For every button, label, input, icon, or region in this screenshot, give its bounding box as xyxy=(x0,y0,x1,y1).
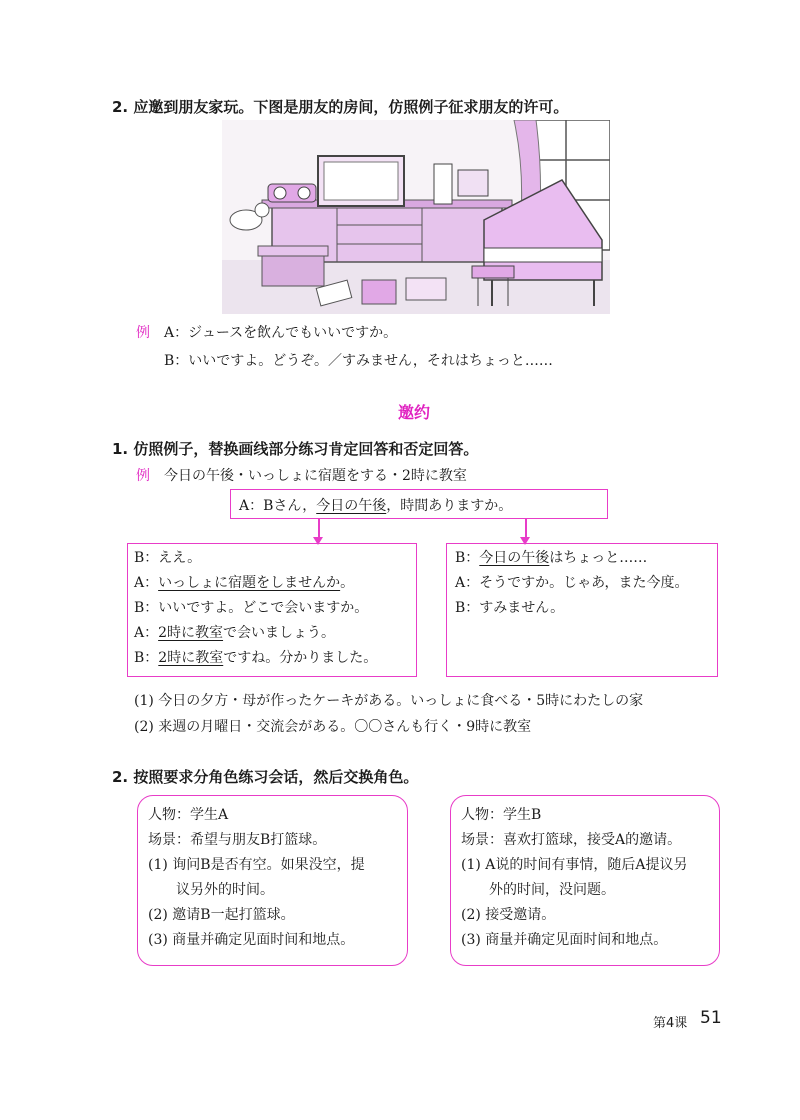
top-box-pre: A：Bさん， xyxy=(239,498,317,514)
dialogue-negative-box xyxy=(446,543,718,677)
positive-line-2-underlined: いっしょに宿題をしませんか xyxy=(158,575,341,591)
invite-exercise-1-heading: 1. 仿照例子，替换画线部分练习肯定回答和否定回答。 xyxy=(112,440,479,458)
negative-line-1 xyxy=(455,546,709,571)
room-illustration xyxy=(222,120,610,314)
arrow-left-line xyxy=(318,519,320,539)
invite-example-text: 今日の午後・いっしょに宿題をする・2時に教室 xyxy=(164,468,467,484)
role-a-line-2: 场景：希望与朋友B打篮球。 xyxy=(148,832,327,848)
positive-line-4-pre: A： xyxy=(134,625,159,641)
footer-page-number: 51 xyxy=(700,1008,722,1028)
top-box-underlined: 今日の午後 xyxy=(316,498,387,514)
positive-line-5-underlined: 2時に教室 xyxy=(158,650,224,666)
role-b-line-1: 人物：学生B xyxy=(461,807,542,823)
role-a-line-1: 人物：学生A xyxy=(148,807,229,823)
negative-line-2: A：そうですか。じゃあ，また今度。 xyxy=(455,575,689,591)
negative-line-3: B：すみません。 xyxy=(455,600,565,616)
negative-line-1-underlined: 今日の午後 xyxy=(479,550,550,566)
role-a-line-4: 议另外的时间。 xyxy=(148,882,274,898)
role-card-b xyxy=(450,795,720,966)
practice-item-1: (1) 今日の夕方・母が作ったケーキがある。いっしょに食べる・5時にわたしの家 xyxy=(134,693,644,709)
role-b-line-5: (2) 接受邀请。 xyxy=(461,907,556,923)
negative-line-1-post: はちょっと…… xyxy=(549,550,648,566)
invite-exercise-2-heading: 2. 按照要求分角色练习会话，然后交换角色。 xyxy=(112,768,419,786)
invite-example-label: 例 xyxy=(136,468,150,484)
top-box-post: ，時間ありますか。 xyxy=(386,498,513,514)
positive-line-4 xyxy=(134,621,410,646)
role-a-line-3: (1) 询问B是否有空。如果没空，提 xyxy=(148,857,365,873)
positive-line-2-post: 。 xyxy=(340,575,355,591)
example-line-b: B：いいですよ。どうぞ。／すみません，それはちょっと…… xyxy=(164,353,553,369)
positive-line-2 xyxy=(134,571,410,596)
example-label: 例 xyxy=(136,325,150,341)
role-a-line-6: (3) 商量并确定见面时间和地点。 xyxy=(148,932,355,948)
role-b-line-6: (3) 商量并确定见面时间和地点。 xyxy=(461,932,668,948)
dialogue-positive-box xyxy=(127,543,417,677)
exercise-2-heading: 2. 应邀到朋友家玩。下图是朋友的房间，仿照例子征求朋友的许可。 xyxy=(112,98,569,116)
footer-lesson: 第4课 xyxy=(653,1016,688,1031)
positive-line-4-underlined: 2時に教室 xyxy=(158,625,224,641)
positive-line-1: B：ええ。 xyxy=(134,550,202,566)
positive-line-5 xyxy=(134,646,410,671)
invite-section-title: 邀约 xyxy=(398,403,431,422)
role-card-a xyxy=(137,795,408,966)
positive-line-5-post: ですね。分かりました。 xyxy=(223,650,378,666)
dialogue-top-box xyxy=(230,489,608,519)
practice-item-2: (2) 来週の月曜日・交流会がある。〇〇さんも行く・9時に教室 xyxy=(134,719,532,735)
positive-line-3: B：いいですよ。どこで会いますか。 xyxy=(134,600,369,616)
role-b-line-2: 场景：喜欢打篮球，接受A的邀请。 xyxy=(461,832,682,848)
role-b-line-3: (1) A说的时间有事情，随后A提议另 xyxy=(461,857,688,873)
role-a-line-5: (2) 邀请B一起打篮球。 xyxy=(148,907,295,923)
negative-line-1-pre: B： xyxy=(455,550,480,566)
positive-line-4-post: で会いましょう。 xyxy=(223,625,336,641)
positive-line-2-pre: A： xyxy=(134,575,159,591)
positive-line-5-pre: B： xyxy=(134,650,159,666)
example-line-a: A：ジュースを飲んでもいいですか。 xyxy=(164,325,398,341)
role-b-line-4: 外的时间，没问题。 xyxy=(461,882,615,898)
arrow-right-line xyxy=(525,519,527,539)
